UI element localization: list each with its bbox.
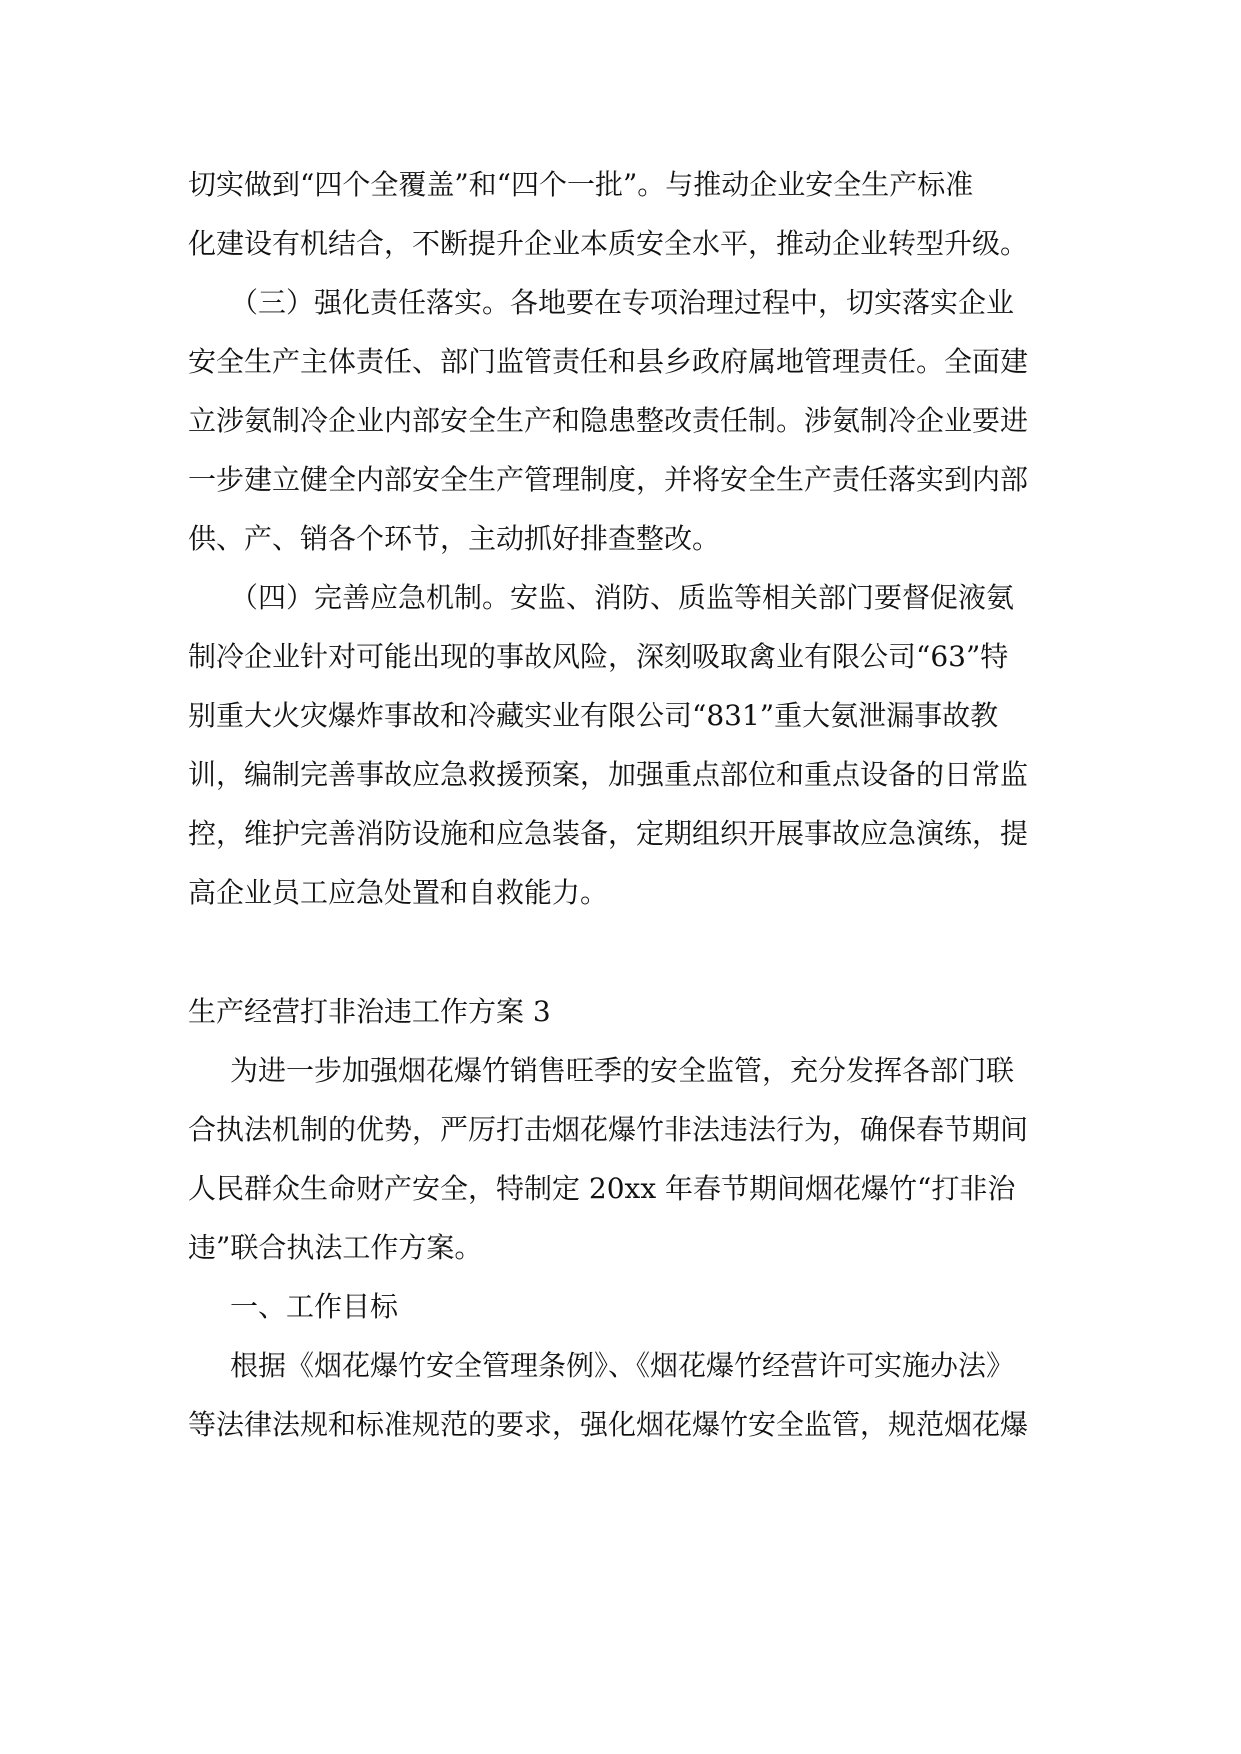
paragraph-standardization bbox=[188, 155, 1054, 273]
text-line: （四）完善应急机制。安监、消防、质监等相关部门要督促液氨 bbox=[230, 581, 1015, 614]
text-line: 合执法机制的优势，严厉打击烟花爆竹非法违法行为，确保春节期间 bbox=[188, 1113, 1029, 1146]
text-line: 别重大火灾爆炸事故和冷藏实业有限公司“831”重大氨泄漏事故教 bbox=[188, 699, 999, 732]
text-line: 安全生产主体责任、部门监管责任和县乡政府属地管理责任。全面建 bbox=[188, 345, 1029, 378]
text-line: 控，维护完善消防设施和应急装备，定期组织开展事故应急演练，提 bbox=[188, 817, 1029, 850]
text-line: 一步建立健全内部安全生产管理制度，并将安全生产责任落实到内部 bbox=[188, 463, 1029, 496]
text-line: 违”联合执法工作方案。 bbox=[188, 1231, 483, 1264]
text-line: 高企业员工应急处置和自救能力。 bbox=[188, 876, 609, 909]
text-line: 训，编制完善事故应急救援预案，加强重点部位和重点设备的日常监 bbox=[188, 758, 1029, 791]
paragraph-intro bbox=[188, 1041, 1054, 1277]
text-line: （三）强化责任落实。各地要在专项治理过程中，切实落实企业 bbox=[230, 286, 1015, 319]
text-line: 切实做到“四个全覆盖”和“四个一批”。与推动企业安全生产标准 bbox=[188, 168, 974, 201]
text-line: 根据《烟花爆竹安全管理条例》、《烟花爆竹经营许可实施办法》 bbox=[230, 1349, 1015, 1382]
text-line: 立涉氨制冷企业内部安全生产和隐患整改责任制。涉氨制冷企业要进 bbox=[188, 404, 1029, 437]
text-line: 制冷企业针对可能出现的事故风险，深刻吸取禽业有限公司“63”特 bbox=[188, 640, 1009, 673]
paragraph-regulations bbox=[188, 1336, 1054, 1454]
document-body bbox=[188, 155, 1054, 1454]
section-title: 生产经营打非治违工作方案 3 bbox=[188, 995, 551, 1028]
paragraph-responsibility bbox=[188, 273, 1054, 568]
paragraph-emergency bbox=[188, 568, 1054, 922]
text-line: 为进一步加强烟花爆竹销售旺季的安全监管，充分发挥各部门联 bbox=[230, 1054, 1015, 1087]
section-gap bbox=[188, 922, 1054, 982]
text-line: 供、产、销各个环节，主动抓好排查整改。 bbox=[188, 522, 721, 555]
text-line: 人民群众生命财产安全，特制定 20xx 年春节期间烟花爆竹“打非治 bbox=[188, 1172, 1016, 1205]
text-line: 化建设有机结合，不断提升企业本质安全水平，推动企业转型升级。 bbox=[188, 227, 1029, 260]
subheading-work-goal: 一、工作目标 bbox=[230, 1290, 399, 1323]
text-line: 等法律法规和标准规范的要求，强化烟花爆竹安全监管，规范烟花爆 bbox=[188, 1408, 1029, 1441]
